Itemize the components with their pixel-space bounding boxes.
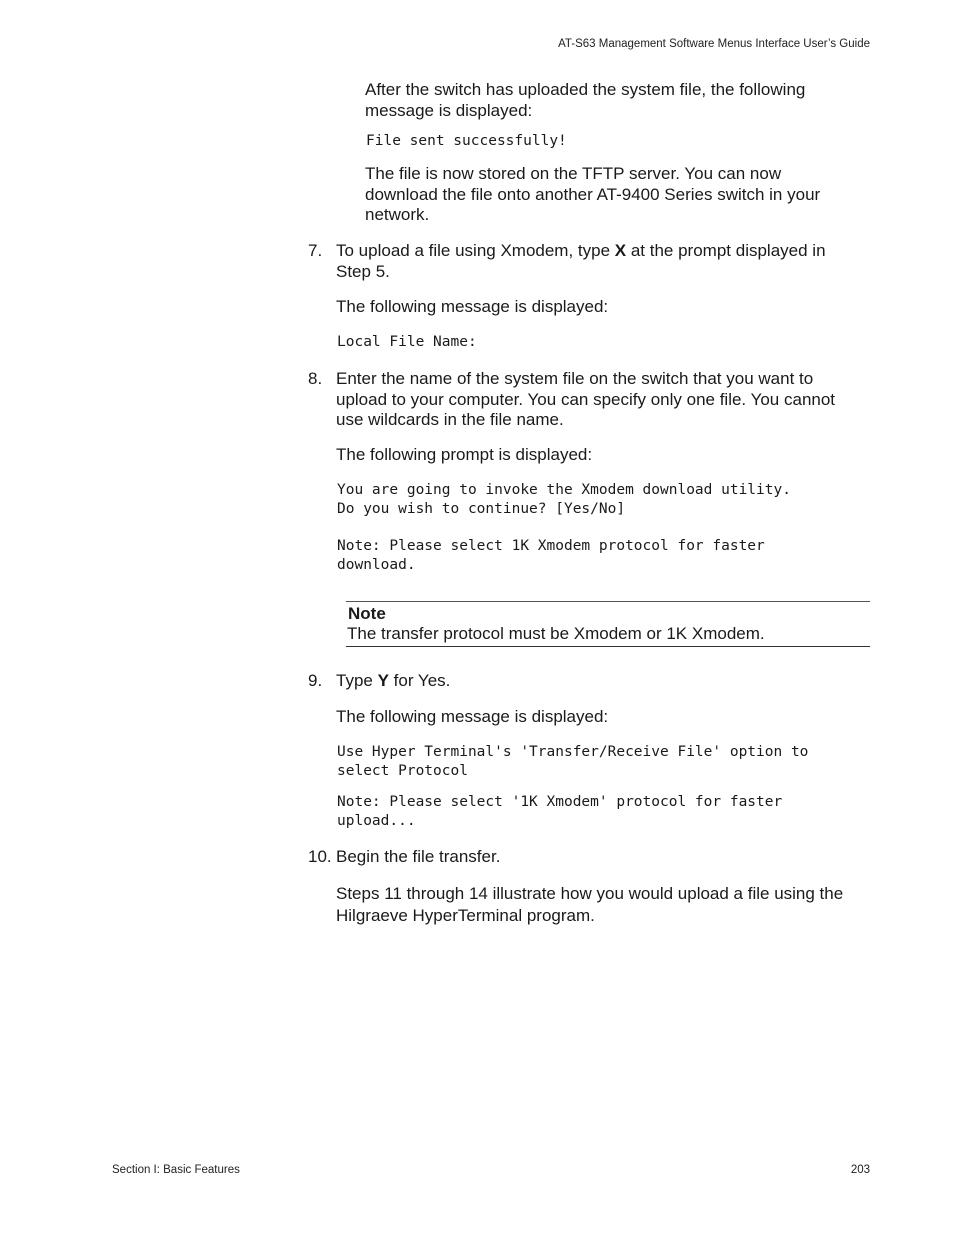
code-file-sent: File sent successfully!	[366, 133, 567, 149]
step-7-number: 7.	[308, 241, 323, 260]
note-box	[346, 601, 870, 647]
note-title: Note	[348, 604, 386, 623]
note-text: The transfer protocol must be Xmodem or 1K Xmodem.	[347, 624, 765, 643]
step-9-text: Type Y for Yes.	[336, 671, 451, 690]
running-header: AT-S63 Management Software Menus Interface User’s Guide	[558, 38, 870, 50]
step-7-message-intro: The following message is displayed:	[336, 297, 609, 316]
key-y: Y	[377, 671, 389, 690]
code-hyperterminal-option: Use Hyper Terminal's 'Transfer/Receive File' option to select Protocol	[337, 744, 809, 779]
intro-paragraph-2: The file is now stored on the TFTP server. You can now download the file onto another AT-9400 Series switch in your network.	[365, 164, 821, 224]
step-9-message-intro: The following message is displayed:	[336, 707, 609, 726]
step-10-number: 10.	[308, 847, 332, 866]
footer-section: Section I: Basic Features	[112, 1164, 240, 1176]
key-x: X	[614, 241, 627, 260]
step-9-number: 9.	[308, 671, 323, 690]
code-xmodem-prompt: You are going to invoke the Xmodem download utility. Do you wish to continue? [Yes/No]	[337, 482, 791, 517]
code-xmodem-note: Note: Please select 1K Xmodem protocol for faster download.	[337, 538, 765, 573]
step-8-prompt-intro: The following prompt is displayed:	[336, 445, 593, 464]
step-10-paragraph: Steps 11 through 14 illustrate how you would upload a file using the Hilgraeve HyperTerminal program.	[336, 884, 844, 925]
intro-paragraph-1: After the switch has uploaded the system file, the following message is displayed:	[365, 80, 806, 120]
step-8-number: 8.	[308, 369, 323, 388]
step-10-text: Begin the file transfer.	[336, 847, 501, 866]
code-local-file-name: Local File Name:	[337, 334, 477, 350]
step-8-text: Enter the name of the system file on the switch that you want to upload to your computer. You can specify only one file. You cannot use wildcards in the file name.	[336, 369, 836, 429]
page-number: 203	[850, 1164, 870, 1176]
code-upload-note: Note: Please select '1K Xmodem' protocol for faster upload...	[337, 794, 783, 829]
step-7-text: To upload a file using Xmodem, type X at the prompt displayed in Step 5.	[336, 241, 826, 281]
